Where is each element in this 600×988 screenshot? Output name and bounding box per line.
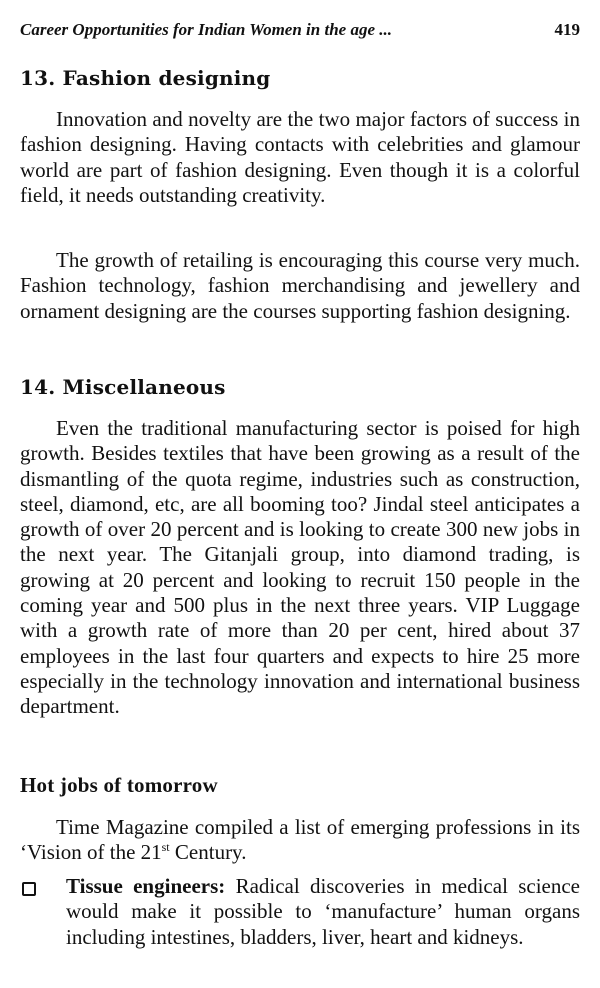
page-number: 419	[554, 20, 580, 39]
section-heading-miscellaneous: 14. Miscellaneous	[20, 375, 226, 399]
section-heading-hot-jobs: Hot jobs of tomorrow	[20, 773, 218, 797]
paragraph-hot-jobs-intro	[20, 815, 580, 866]
paragraph-fashion-1: Innovation and novelty are the two major factors of success in fashion designing. Having contacts with celebrities and glamour world are part of fashion designing. Even though it is a colorful field, it needs outstanding creativity.	[20, 107, 580, 207]
bullet-term: Tissue engineers:	[66, 874, 226, 898]
checkbox-bullet-icon	[22, 882, 36, 896]
intro-text-after: Century.	[169, 840, 247, 865]
paragraph-fashion-2: The growth of retailing is encouraging this course very much. Fashion technology, fashion merchandising and jewellery and ornament designing are the courses supporting fashion designing.	[20, 248, 580, 323]
running-header	[20, 20, 580, 40]
running-title: Career Opportunities for Indian Women in the age ...	[20, 20, 393, 39]
bullet-description: Radical discoveries in medical science would make it possible to ‘manufacture’ human organs including intestines, bladders, liver, heart and kidneys.	[66, 874, 580, 949]
intro-text-before: Time Magazine compiled a list of emerging professions in its ‘Vision of the 21	[20, 815, 580, 865]
intro-superscript: st	[161, 840, 170, 855]
paragraph-miscellaneous-1: Even the traditional manufacturing sector is poised for high growth. Besides textiles that have been growing as a result of the dismantling of the quota regime, industries such as construction, steel, diamond, etc, are all booming too? Jindal steel anticipates a growth of over 20 percent and is looking to create 300 new jobs in the next year. The Gitanjali group, into diamond trading, is growing at 20 percent and looking to recruit 150 people in the coming year and 500 plus in the next three years. VIP Luggage with a growth rate of more than 20 per cent, hired about 37 employees in the last four quarters and expects to hire 25 more especially in the technology innovation and international business department.	[20, 416, 580, 719]
bullet-text	[66, 874, 580, 950]
section-heading-fashion: 13. Fashion designing	[20, 66, 271, 90]
